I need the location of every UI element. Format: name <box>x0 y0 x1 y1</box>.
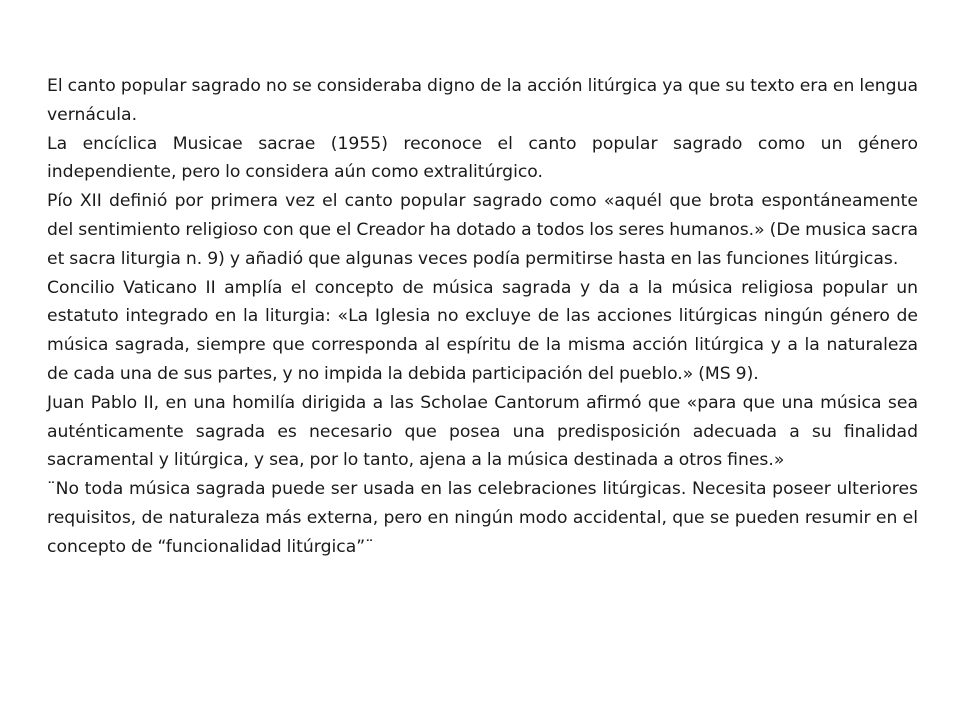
paragraph-pio-xii: Pío XII definió por primera vez el canto popular sagrado como «aquél que brota espontáneamente del sentimiento religioso con que el Creador ha dotado a todos los seres humanos.» (De musica sacra et sacra liturgia n. 9) y añadió que algunas veces podía permitirse hasta en las funciones litúrgicas. <box>47 191 918 269</box>
paragraph-vernacular: El canto popular sagrado no se consideraba digno de la acción litúrgica ya que su texto era en lengua vernácula. <box>47 76 918 125</box>
paragraph-vaticano-ii: Concilio Vaticano II amplía el concepto de música sagrada y da a la música religiosa popular un estatuto integrado en la liturgia: «La Iglesia no excluye de las acciones litúrgicas ningún género de música sagrada, siempre que corresponda al espíritu de la misma acción litúrgica y a la naturaleza de cada una de sus partes, y no impida la debida participación del pueblo.» (MS 9). <box>47 277 918 384</box>
paragraph-juan-pablo-ii: Juan Pablo II, en una homilía dirigida a las Scholae Cantorum afirmó que «para que una música sea auténticamente sagrada es necesario que posea una predisposición adecuada a su finalidad sacramental y litúrgica, y sea, por lo tanto, ajena a la música destinada a otros fines.» <box>47 392 918 471</box>
paragraph-musicae-sacrae: La encíclica Musicae sacrae (1955) reconoce el canto popular sagrado como un género independiente, pero lo considera aún como extralitúrgico. <box>47 133 918 183</box>
slide-body-text <box>47 72 918 562</box>
paragraph-funcionalidad-liturgica: ¨No toda música sagrada puede ser usada en las celebraciones litúrgicas. Necesita poseer ulteriores requisitos, de naturaleza más externa, pero en ningún modo accidental, que se pueden resumir en el concepto de “funcionalidad litúrgica”¨ <box>47 479 918 557</box>
